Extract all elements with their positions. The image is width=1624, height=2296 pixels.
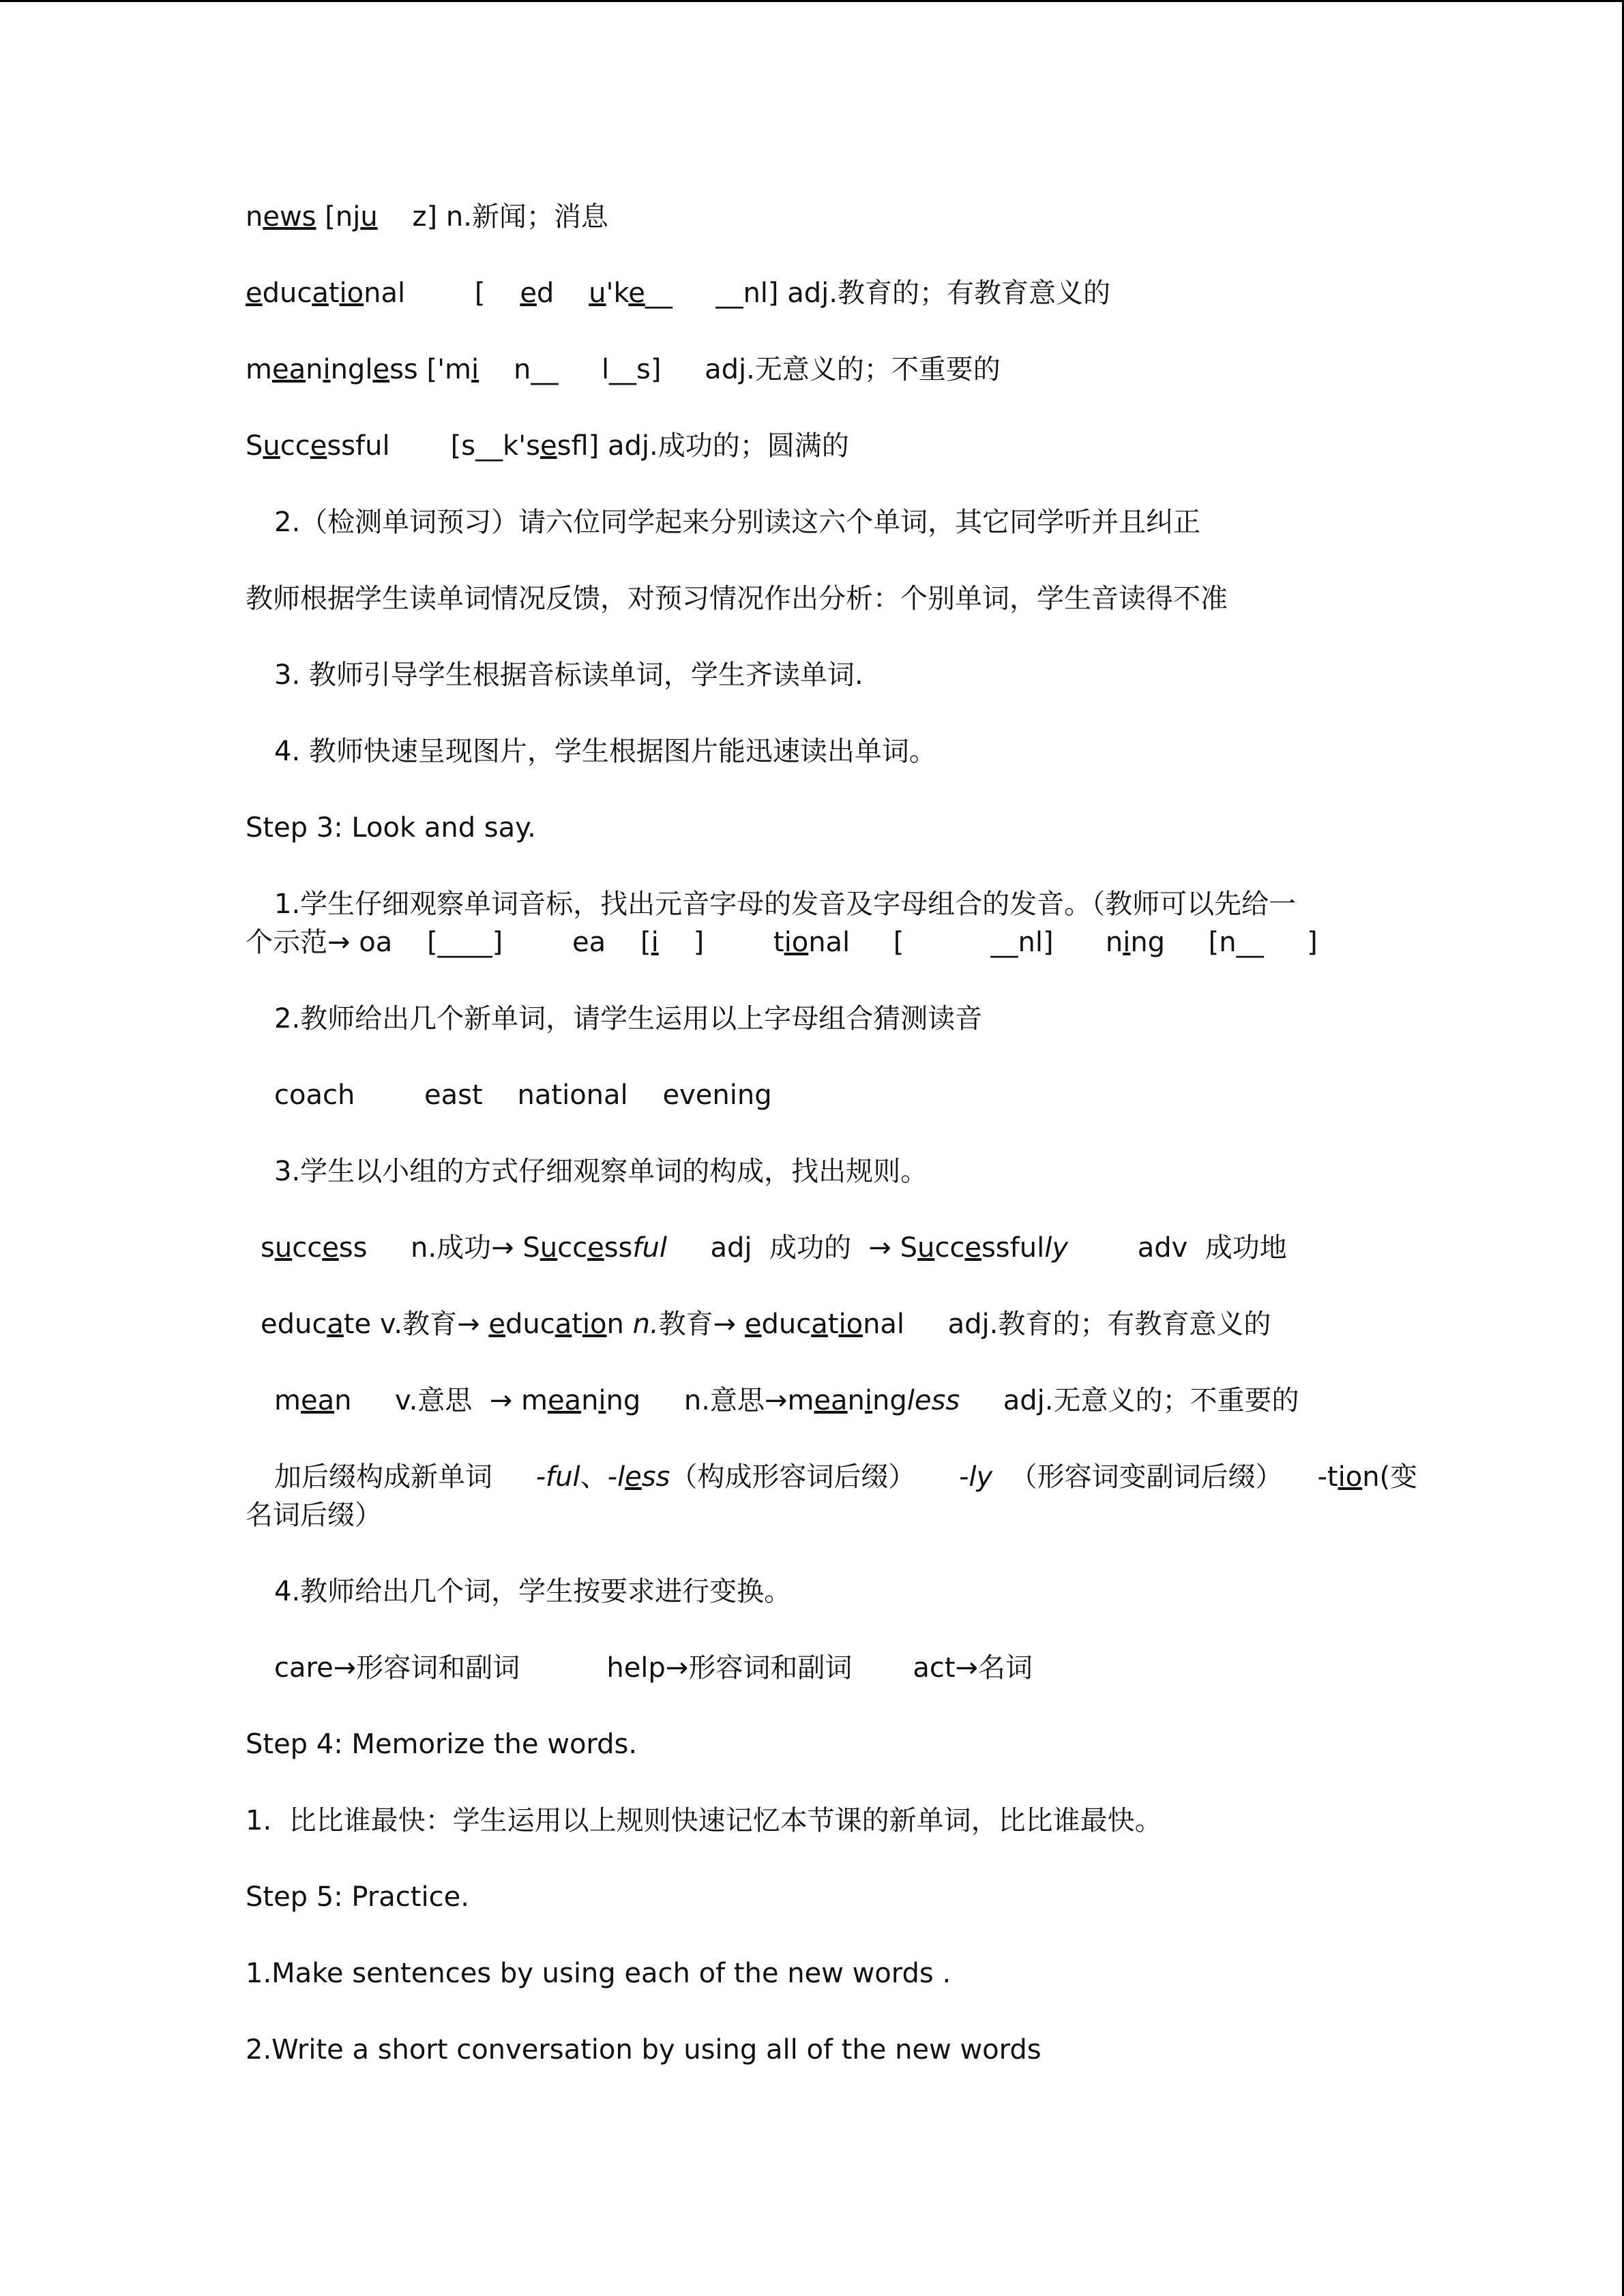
transform-words: care→形容词和副词 help→形容词和副词 act→名词 (274, 1652, 1033, 1684)
step3-new-words: coach east national evening (274, 1079, 772, 1111)
vocab-educational: educational [ ed u'ke__ __nl] adj.教育的；有教育意义的 (246, 278, 1110, 309)
step2-item4: 4. 教师快速呈现图片，学生根据图片能迅速读出单词。 (274, 736, 936, 767)
step5-item1: 1.Make sentences by using each of the new words . (246, 1958, 951, 1989)
vocab-news: news [nju z] n.新闻；消息 (246, 201, 608, 233)
step3-item2: 2.教师给出几个新单词，请学生运用以上字母组合猜测读音 (274, 1003, 983, 1034)
page-top-border (0, 0, 1624, 2)
suffix-rule: 加后缀构成新单词 -ful、-less（构成形容词后缀） -ly （形容词变副词后缀） -tion(变 (274, 1461, 1418, 1493)
suffix-rule-cont: 名词后缀） (246, 1500, 382, 1531)
step5-item2: 2.Write a short conversation by using all of the new words (246, 2034, 1042, 2066)
teacher-feedback: 教师根据学生读单词情况反馈，对预习情况作出分析：个别单词，学生音读得不准 (246, 583, 1228, 614)
step4-heading: Step 4: Memorize the words. (246, 1729, 638, 1760)
step2-item2: 2.（检测单词预习）请六位同学起来分别读这六个单词，其它同学听并且纠正 (274, 507, 1201, 538)
step3-item1-examples: 个示范→ oa [____] ea [i ] tional [ __nl] ning [n__ ] (246, 927, 1318, 958)
vocab-successful: Successful [s__k'sesfl] adj.成功的；圆满的 (246, 430, 849, 462)
step2-item3: 3. 教师引导学生根据音标读单词，学生齐读单词. (274, 659, 863, 691)
document-body (246, 198, 1418, 2107)
step3-item1: 1.学生仔细观察单词音标，找出元音字母的发音及字母组合的发音。（教师可以先给一 (274, 889, 1297, 920)
word-family-educate: educate v.教育→ education n.教育→ educational adj.教育的；有教育意义的 (261, 1309, 1271, 1340)
step4-item1: 1. 比比谁最快：学生运用以上规则快速记忆本节课的新单词，比比谁最快。 (246, 1805, 1162, 1836)
step3-heading: Step 3: Look and say. (246, 812, 536, 844)
word-family-success: success n.成功→ Successful adj 成功的 → Successfully adv 成功地 (261, 1232, 1287, 1264)
vocab-meaningless: meaningless ['mi n__ l__s] adj.无意义的；不重要的 (246, 354, 1001, 385)
step3-item3: 3.学生以小组的方式仔细观察单词的构成，找出规则。 (274, 1156, 928, 1187)
step3-item4: 4.教师给出几个词，学生按要求进行变换。 (274, 1576, 792, 1607)
word-family-mean: mean v.意思 → meaning n.意思→meaningless adj.无意义的；不重要的 (274, 1385, 1299, 1416)
step5-heading: Step 5: Practice. (246, 1881, 469, 1913)
